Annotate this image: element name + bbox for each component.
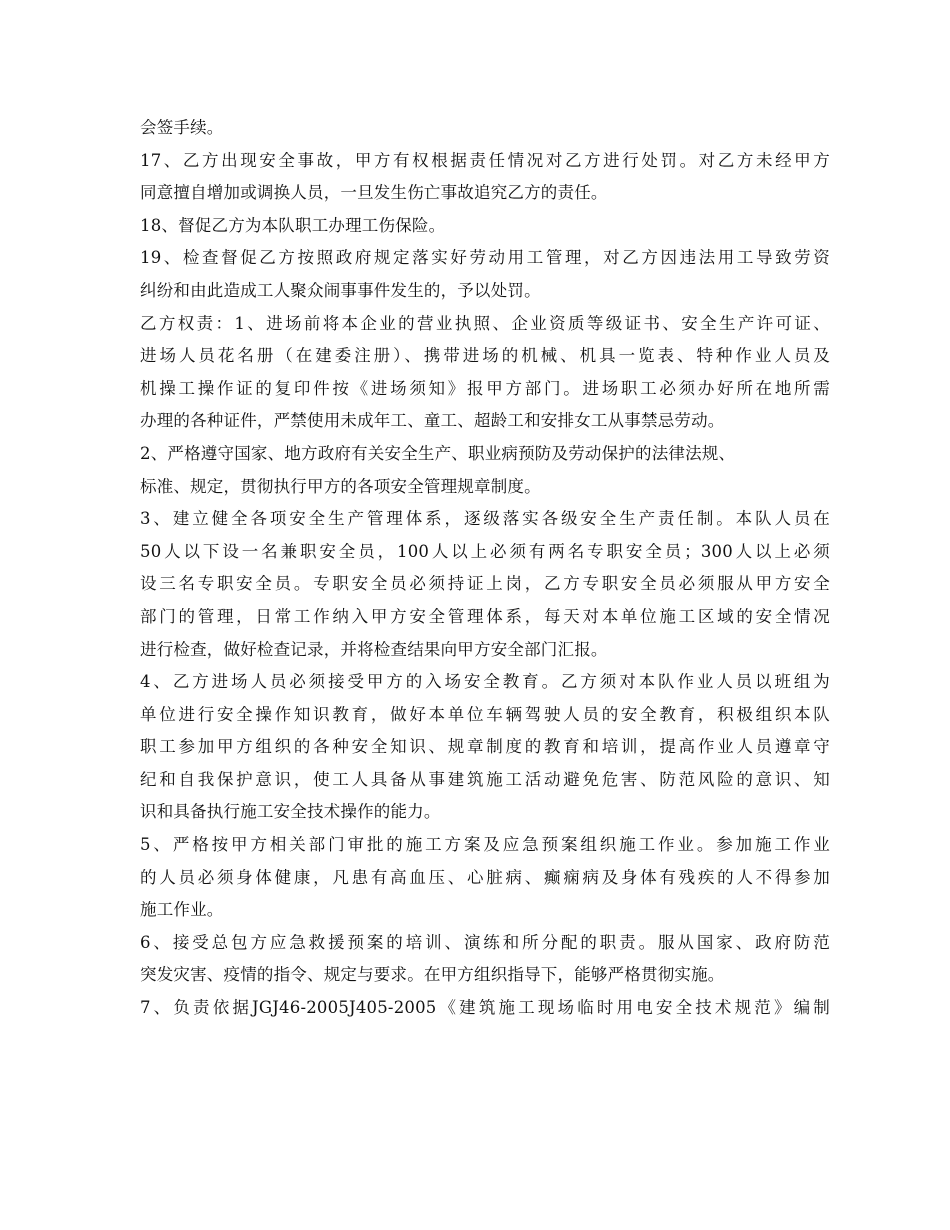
text-line: 职工参加甲方组织的各种安全知识、规章制度的教育和培训，提高作业人员遵章守: [140, 737, 830, 757]
text-line: 突发灾害、疫情的指令、规定与要求。在甲方组织指导下，能够严格贯彻实施。: [140, 965, 725, 985]
text-line: 进行检查，做好检查记录，并将检查结果向甲方安全部门汇报。: [140, 639, 608, 659]
document-body: [140, 112, 830, 1025]
text-line: 机操工操作证的复印件按《进场须知》报甲方部门。进场职工必须办好所在地所需: [140, 378, 830, 398]
text-line: 办理的各种证件，严禁使用未成年工、童工、超龄工和安排女工从事禁忌劳动。: [140, 411, 725, 431]
text-line: 识和具备执行施工安全技术操作的能力。: [140, 802, 441, 822]
text-line: 会签手续。: [140, 118, 224, 137]
text-line: 设三名专职安全员。专职安全员必须持证上岗，乙方专职安全员必须服从甲方安全: [140, 574, 830, 594]
text-line: 3、建立健全各项安全生产管理体系，逐级落实各级安全生产责任制。本队人员在: [140, 509, 830, 529]
text-line: 标准、规定，贯彻执行甲方的各项安全管理规章制度。: [140, 476, 541, 496]
text-line: 17、乙方出现安全事故，甲方有权根据责任情况对乙方进行处罚。对乙方未经甲方: [140, 150, 830, 170]
text-line: 50人以下设一名兼职安全员，100人以上必须有两名专职安全员；300人以上必须: [140, 541, 830, 561]
text-line: 7、负责依据JGJ46-2005J405-2005《建筑施工现场临时用电安全技术规范》编制: [140, 998, 830, 1018]
text-line: 单位进行安全操作知识教育，做好本单位车辆驾驶人员的安全教育，积极组织本队: [140, 704, 830, 724]
text-line: 进场人员花名册（在建委注册）、携带进场的机械、机具一览表、特种作业人员及: [140, 346, 830, 366]
text-line: 19、检查督促乙方按照政府规定落实好劳动用工管理，对乙方因违法用工导致劳资: [140, 248, 830, 268]
text-line: 18、督促乙方为本队职工办理工伤保险。: [140, 215, 446, 235]
text-line: 4、乙方进场人员必须接受甲方的入场安全教育。乙方须对本队作业人员以班组为: [140, 672, 830, 692]
text-line: 5、严格按甲方相关部门审批的施工方案及应急预案组织施工作业。参加施工作业: [140, 835, 830, 855]
text-line: 同意擅自增加或调换人员，一旦发生伤亡事故追究乙方的责任。: [140, 183, 608, 203]
text-line: 纠纷和由此造成工人聚众闹事事件发生的，予以处罚。: [140, 280, 541, 300]
text-line: 的人员必须身体健康，凡患有高血压、心脏病、癫痫病及身体有残疾的人不得参加: [140, 867, 830, 887]
text-line: 纪和自我保护意识，使工人具备从事建筑施工活动避免危害、防范风险的意识、知: [140, 769, 830, 789]
text-line: 部门的管理，日常工作纳入甲方安全管理体系，每天对本单位施工区域的安全情况: [140, 606, 830, 626]
text-line: 施工作业。: [140, 900, 224, 920]
text-line: 2、严格遵守国家、地方政府有关安全生产、职业病预防及劳动保护的法律法规、: [140, 443, 736, 463]
text-line: 乙方权责：1、进场前将本企业的营业执照、企业资质等级证书、安全生产许可证、: [140, 313, 830, 333]
text-line: 6、接受总包方应急救援预案的培训、演练和所分配的职责。服从国家、政府防范: [140, 932, 830, 952]
